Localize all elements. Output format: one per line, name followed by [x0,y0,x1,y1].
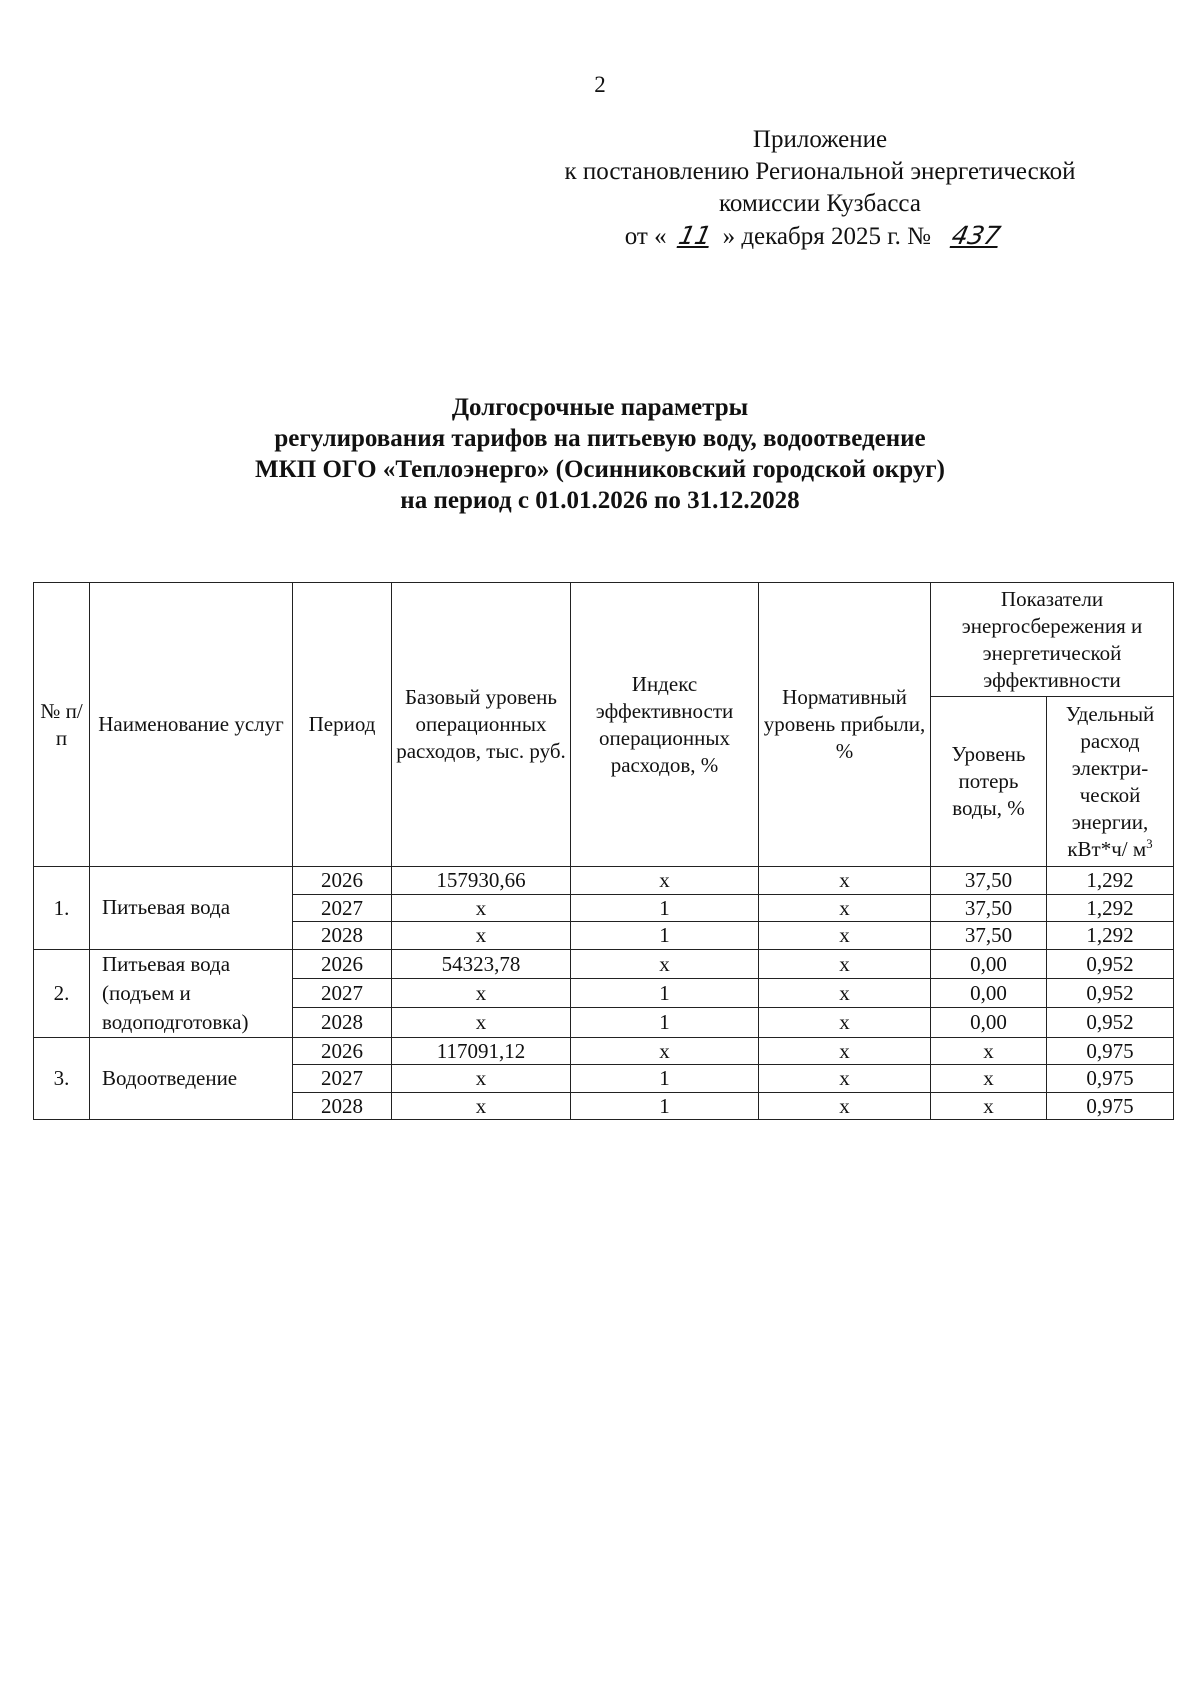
efficiency-index-cell: 1 [571,922,759,950]
header-num: № п/п [34,583,90,867]
water-loss-cell: x [931,1065,1047,1093]
base-level-cell: 54323,78 [392,949,571,978]
water-loss-cell: x [931,1037,1047,1065]
electricity-cell: 0,975 [1047,1037,1174,1065]
table-row [34,867,1174,895]
period-cell: 2028 [293,1092,392,1120]
title-line-4: на период с 01.01.2026 по 31.12.2028 [400,487,800,514]
base-level-cell: x [392,1065,571,1093]
service-name-cell: Питьевая вода [90,867,293,950]
electricity-cell: 0,952 [1047,978,1174,1007]
electricity-cell: 0,952 [1047,949,1174,978]
base-level-cell: 117091,12 [392,1037,571,1065]
service-name-cell: Водоотведение [90,1037,293,1120]
table-body [34,867,1174,1120]
water-loss-cell: 37,50 [931,894,1047,922]
date-suffix: » декабря 2025 г. № [722,223,932,250]
base-level-cell: x [392,978,571,1007]
electricity-cell: 0,975 [1047,1092,1174,1120]
service-name-cell: Питьевая вода (подъем и водоподготовка) [90,949,293,1037]
efficiency-index-cell: 1 [571,1008,759,1037]
base-level-cell: x [392,1092,571,1120]
water-loss-cell: x [931,1092,1047,1120]
period-cell: 2026 [293,949,392,978]
electricity-cell: 1,292 [1047,867,1174,895]
base-level-cell: 157930,66 [392,867,571,895]
profit-cell: x [759,894,931,922]
header-profit: Нормативный уровень прибыли, % [759,583,931,867]
efficiency-index-cell: 1 [571,894,759,922]
period-cell: 2027 [293,978,392,1007]
header-period: Период [293,583,392,867]
group-number-cell: 1. [34,867,90,950]
header-service: Наименование услуг [90,583,293,867]
profit-cell: x [759,1008,931,1037]
period-cell: 2026 [293,1037,392,1065]
group-number-cell: 2. [34,949,90,1037]
electricity-cell: 0,975 [1047,1065,1174,1093]
water-loss-cell: 37,50 [931,867,1047,895]
appendix-title: Приложение [752,126,888,153]
table-row [34,949,1174,978]
profit-cell: x [759,1092,931,1120]
header-efficiency-index: Индекс эффективности операционных расходов, % [571,583,759,867]
profit-cell: x [759,922,931,950]
header-energy-group: Показатели энергосбережения и энергетической эффективности [931,583,1174,697]
appendix-commission: комиссии Кузбасса [719,190,921,217]
handwritten-day: 11 [675,221,714,250]
profit-cell: x [759,949,931,978]
header-base-level: Базовый уровень операционных расходов, тыс. руб. [392,583,571,867]
date-prefix: от « [624,223,667,250]
period-cell: 2027 [293,1065,392,1093]
handwritten-doc-number: 437 [949,221,1004,250]
appendix-resolution: к постановлению Региональной энергетической [564,158,1076,185]
document-title [0,392,1200,516]
electricity-cell: 1,292 [1047,894,1174,922]
efficiency-index-cell: x [571,1037,759,1065]
profit-cell: x [759,867,931,895]
period-cell: 2026 [293,867,392,895]
profit-cell: x [759,1037,931,1065]
group-number-cell: 3. [34,1037,90,1120]
period-cell: 2028 [293,1008,392,1037]
period-cell: 2028 [293,922,392,950]
period-cell: 2027 [293,894,392,922]
water-loss-cell: 0,00 [931,978,1047,1007]
water-loss-cell: 37,50 [931,922,1047,950]
efficiency-index-cell: x [571,949,759,978]
base-level-cell: x [392,922,571,950]
efficiency-index-cell: x [571,867,759,895]
water-loss-cell: 0,00 [931,1008,1047,1037]
parameters-table [33,582,1174,1120]
header-water-loss: Уровень потерь воды, % [931,697,1047,867]
base-level-cell: x [392,1008,571,1037]
efficiency-index-cell: 1 [571,1092,759,1120]
header-electricity: Удельный расход электри-ческой энергии, кВт*ч/ $м^3$ [1047,697,1174,867]
appendix-block [520,124,1120,253]
table-row [34,1037,1174,1065]
appendix-date-line [520,220,1120,253]
profit-cell: x [759,978,931,1007]
profit-cell: x [759,1065,931,1093]
title-line-2: регулирования тарифов на питьевую воду, водоотведение [274,425,926,452]
efficiency-index-cell: 1 [571,1065,759,1093]
base-level-cell: x [392,894,571,922]
title-line-1: Долгосрочные параметры [451,394,749,421]
electricity-cell: 0,952 [1047,1008,1174,1037]
efficiency-index-cell: 1 [571,978,759,1007]
title-line-3: МКП ОГО «Теплоэнерго» (Осинниковский городской округ) [255,456,945,483]
page-number: 2 [594,72,606,97]
electricity-cell: 1,292 [1047,922,1174,950]
water-loss-cell: 0,00 [931,949,1047,978]
